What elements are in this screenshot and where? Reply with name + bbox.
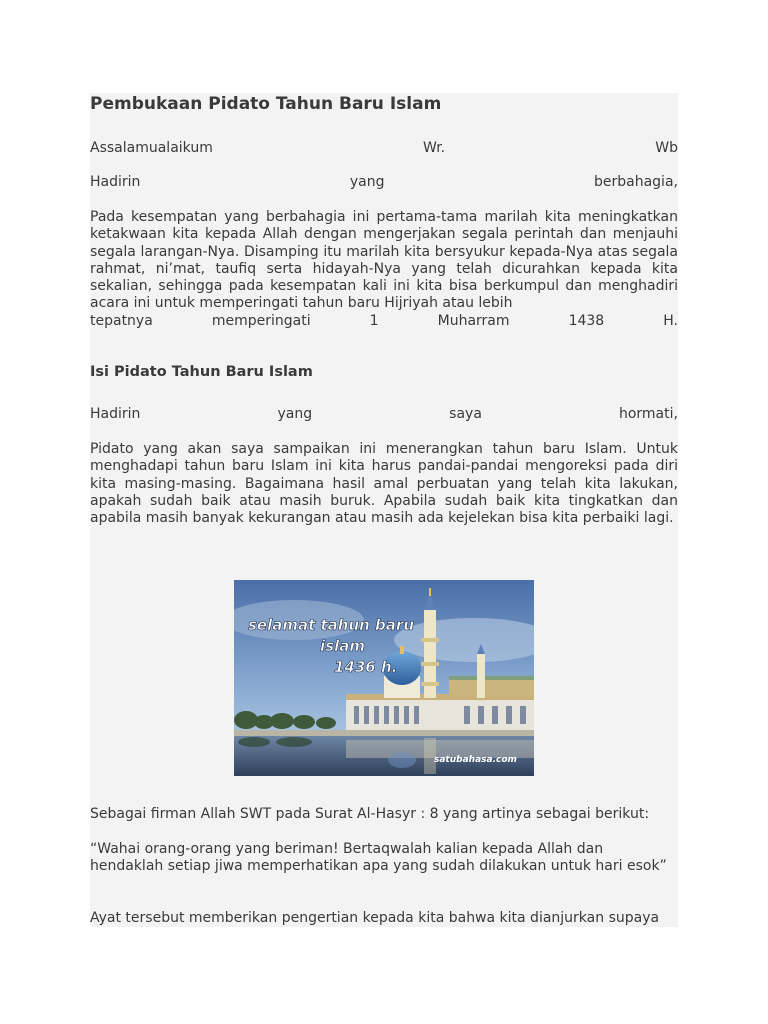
greeting-word: Assalamualaikum xyxy=(90,140,213,156)
word: tepatnya xyxy=(90,313,153,329)
word: Muharram xyxy=(437,313,510,329)
address-word: yang xyxy=(349,174,385,190)
paragraph-quote: “Wahai orang-orang yang beriman! Bertaqwalah kalian kepada Allah dan hendaklah setiap jiwa memperhatikan apa yang sudah dilakukan untuk hari esok” xyxy=(90,841,667,875)
address-word: saya xyxy=(449,406,482,422)
paragraph-explanation: Ayat tersebut memberikan pengertian kepada kita bahwa kita dianjurkan supaya xyxy=(90,910,660,926)
paragraph-content: Pidato yang akan saya sampaikan ini menerangkan tahun baru Islam. Untuk menghadapi tahun baru Islam ini kita harus pandai-pandai mengoreksi pada diri kita masing-masing. Bagaimana hasil amal perbuatan yang telah kita lakukan, apakah sudah baik atau masih buruk. Apabila sudah baik kita tingkatkan dan apabila masih banyak kekurangan atau masih ada kejelekan bisa kita perbaiki lagi. xyxy=(90,441,678,527)
paragraph-text: Pada kesempatan yang berbahagia ini pertama-tama marilah kita meningkatkan ketakwaan kita kepada Allah dengan mengerjakan segala perintah dan menjauhi segala larangan-Nya. Disamping itu marilah kita bersyukur kepada-Nya atas segala rahmat, ni’mat, taufiq serta hidayah-Nya yang telah dicurahkan kepada kita sekalian, sehingga pada kesempatan kali ini kita bisa berkumpul dan menghadiri acara ini untuk memperingati tahun baru Hijriyah atau lebih xyxy=(90,209,678,312)
image-text-line2: islam xyxy=(320,637,365,655)
page-title: Pembukaan Pidato Tahun Baru Islam xyxy=(90,94,442,114)
image-text-line1: selamat tahun baru xyxy=(248,616,414,634)
address-word: hormati, xyxy=(618,406,678,422)
greeting-line xyxy=(90,140,678,157)
word: memperingati xyxy=(211,313,311,329)
section-heading: Isi Pidato Tahun Baru Islam xyxy=(90,364,313,380)
greeting-word: Wb xyxy=(655,140,678,156)
address-line-2 xyxy=(90,406,678,423)
word: H. xyxy=(663,313,678,329)
address-word: Hadirin xyxy=(90,174,141,190)
image-text-line3: 1436 h. xyxy=(334,658,398,676)
word: 1 xyxy=(369,313,379,329)
word: 1438 xyxy=(568,313,605,329)
paragraph-opening xyxy=(90,209,678,313)
address-word: yang xyxy=(277,406,313,422)
address-word: berbahagia, xyxy=(594,174,678,190)
address-word: Hadirin xyxy=(90,406,141,422)
greeting-word: Wr. xyxy=(422,140,446,156)
address-line xyxy=(90,174,678,191)
new-year-image xyxy=(234,580,534,776)
paragraph-opening-last-line xyxy=(90,313,678,330)
paragraph-verse-intro: Sebagai firman Allah SWT pada Surat Al-Hasyr : 8 yang artinya sebagai berikut: xyxy=(90,806,650,822)
image-watermark: satubahasa.com xyxy=(434,755,517,765)
